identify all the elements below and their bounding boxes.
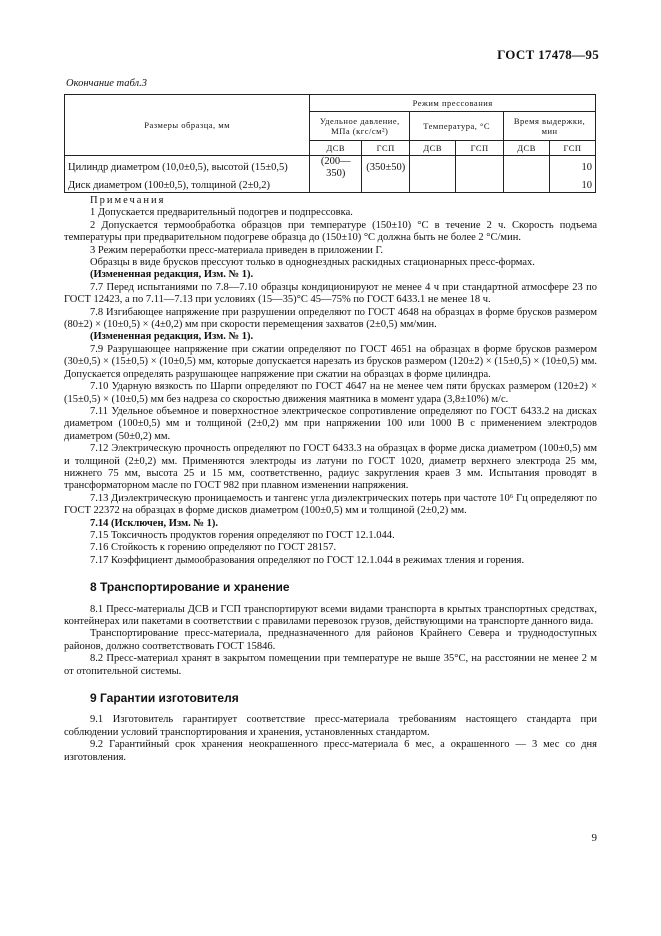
table-cell: 10: [550, 180, 596, 193]
pressing-mode-table: [64, 94, 596, 193]
clause-paragraph: 7.16 Стойкость к горению определяют по ГОСТ 28157.: [90, 542, 337, 554]
table-cell: [410, 156, 456, 181]
table-row: [65, 180, 596, 193]
note-paragraph: 2 Допускается термообработка образцов при температуре (150±10) °С в течение 2 ч. Скорость подъема температуры при предварительном подогреве образца до (150±10) °С должна быть не более 2 °С/мин.: [64, 219, 597, 244]
table-cell: [456, 180, 504, 193]
table-cell: Диск диаметром (100±0,5), толщиной (2±0,2): [65, 180, 310, 193]
clause-paragraph: Транспортирование пресс-материала, предназначенного для районов Крайнего Севера и труднодоступных районов, должно соответствовать ГОСТ 15846.: [64, 628, 597, 652]
table-cell: (350±50): [362, 156, 410, 181]
table-cell: [410, 180, 456, 193]
clause-paragraph: 8.2 Пресс-материал хранят в закрытом помещении при температуре не выше 35°С, на расстоянии не менее 2 м от отопительной системы.: [64, 653, 597, 677]
edit-note: (Измененная редакция, Изм. № 1).: [90, 331, 254, 343]
mat-dsv-header: ДСВ: [504, 141, 550, 156]
table-cell: 10: [550, 156, 596, 181]
table-cell: [310, 180, 362, 193]
clause-paragraph: 7.17 Коэффициент дымообразования определяют по ГОСТ 12.1.044 в режимах тления и горения.: [90, 554, 525, 566]
page-number: 9: [591, 832, 597, 844]
clause-paragraph: 9.1 Изготовитель гарантирует соответствие пресс-материала требованиям настоящего стандарта при соблюдении условий транспортирования и хранения, установленных стандартом.: [64, 714, 597, 738]
table-caption: Окончание табл.3: [66, 78, 147, 89]
mat-gsp-header: ГСП: [456, 141, 504, 156]
standard-header: ГОСТ 17478—95: [497, 47, 599, 62]
sub-pressure-header: Удельное давление, МПа (кгс/см²): [310, 112, 410, 141]
clause-paragraph: 7.14 (Исключен, Изм. № 1).: [90, 517, 218, 529]
clause-paragraph: 9.2 Гарантийный срок хранения неокрашенного пресс-материала 6 мес, а окрашенного — 3 мес со дня изготовления.: [64, 739, 597, 763]
table-cell: (200—350): [310, 156, 362, 181]
mat-gsp-header: ГСП: [550, 141, 596, 156]
notes-title: Примечания: [90, 195, 166, 206]
clause-paragraph: 8.1 Пресс-материалы ДСВ и ГСП транспортируют всеми видами транспорта в крытых транспортных средствах, контейнерах или пакетами в соответствии с правилами перевозок грузов, действующими на транспорте данного вида.: [64, 603, 597, 627]
col-size-header: Размеры образца, мм: [65, 95, 310, 156]
table-cell: [456, 156, 504, 181]
clause-paragraph: 7.9 Разрушающее напряжение при сжатии определяют по ГОСТ 4651 на образцах в форме брусков размером (30±0,5) × (15±0,5) × (10±0,5) мм, которые допускается нарезать из брусков размером (120±2) × (15±0,5) × (10±0,5) мм. Допускается определять разрушающее напряжение при сжатии на образцах в форме цилиндра.: [64, 343, 597, 380]
note-paragraph: Образцы в виде брусков прессуют только в однogнездных раскидных стационарных пресс-формах.: [90, 257, 535, 269]
col-mode-header: Режим прессования: [310, 95, 596, 112]
table-cell: [504, 156, 550, 181]
clause-paragraph: 7.8 Изгибающее напряжение при разрушении определяют по ГОСТ 4648 на образцах в форме брусков размером (80±2) × (10±0,5) × (4±0,2) мм при скорости перемещения захватов (2±0,5) мм/мин.: [64, 306, 597, 331]
table-cell: [504, 180, 550, 193]
table-cell: [362, 180, 410, 193]
sub-time-header: Время выдержки, мин: [504, 112, 596, 141]
clause-paragraph: 7.11 Удельное объемное и поверхностное электрическое сопротивление определяют по ГОСТ 6433.2 на дисках диаметром (100±0,5) мм и толщиной (2±0,2) мм при напряжении 100 или 1000 В с применением электродов диаметром (50±0,2) мм.: [64, 405, 597, 442]
body-text: [64, 195, 597, 764]
mat-gsp-header: ГСП: [362, 141, 410, 156]
mat-dsv-header: ДСВ: [410, 141, 456, 156]
clause-paragraph: 7.15 Токсичность продуктов горения определяют по ГОСТ 12.1.044.: [90, 529, 395, 541]
sub-temperature-header: Температура, °С: [410, 112, 504, 141]
clause-paragraph: 7.7 Перед испытаниями по 7.8—7.10 образцы кондиционируют не менее 4 ч при стандартной атмосфере 23 по ГОСТ 12423, а по 7.11—7.13 при условиях (15—35)°С 45—75% по ГОСТ 6433.1 не менее 18 ч.: [64, 281, 597, 306]
edit-note: (Измененная редакция, Изм. № 1).: [90, 269, 254, 281]
clause-paragraph: 7.12 Электрическую прочность определяют по ГОСТ 6433.3 на образцах в форме диска диаметром (100±0,5) мм и толщиной (2±0,2) мм. Применяются электроды из латуни по ГОСТ 1020, диаметр верхнего электрода 25 мм, нижнего 75 мм, высота 25 и 15 мм, соответственно, радиус закругления краев 3 мм. Испытания проводят в трансформаторном масле по ГОСТ 982 при плавном изменении напряжения.: [64, 443, 597, 492]
section-title: 8 Транспортирование и хранение: [90, 580, 290, 595]
clause-paragraph: 7.10 Ударную вязкость по Шарпи определяют по ГОСТ 4647 на не менее чем пяти брусках размером (120±2) × (15±0,5) × (10±0,5) мм без надреза со скоростью движения маятника в момент удара (3,8±10%) м/с.: [64, 381, 597, 405]
note-paragraph: 1 Допускается предварительный подогрев и подпрессовка.: [90, 207, 353, 219]
mat-dsv-header: ДСВ: [310, 141, 362, 156]
clause-paragraph: 7.13 Диэлектрическую проницаемость и тангенс угла диэлектрических потерь при частоте 10⁶ Гц определяют по ГОСТ 22372 на образцах в форме дисков диаметром (100±0,5) мм и толщиной (2±0,2) мм.: [64, 492, 597, 517]
table-cell: Цилиндр диаметром (10,0±0,5), высотой (15±0,5): [65, 156, 310, 181]
note-paragraph: 3 Режим переработки пресс-материала приведен в приложении Г.: [90, 244, 384, 256]
section-title: 9 Гарантии изготовителя: [90, 691, 239, 706]
table-row: [65, 156, 596, 181]
